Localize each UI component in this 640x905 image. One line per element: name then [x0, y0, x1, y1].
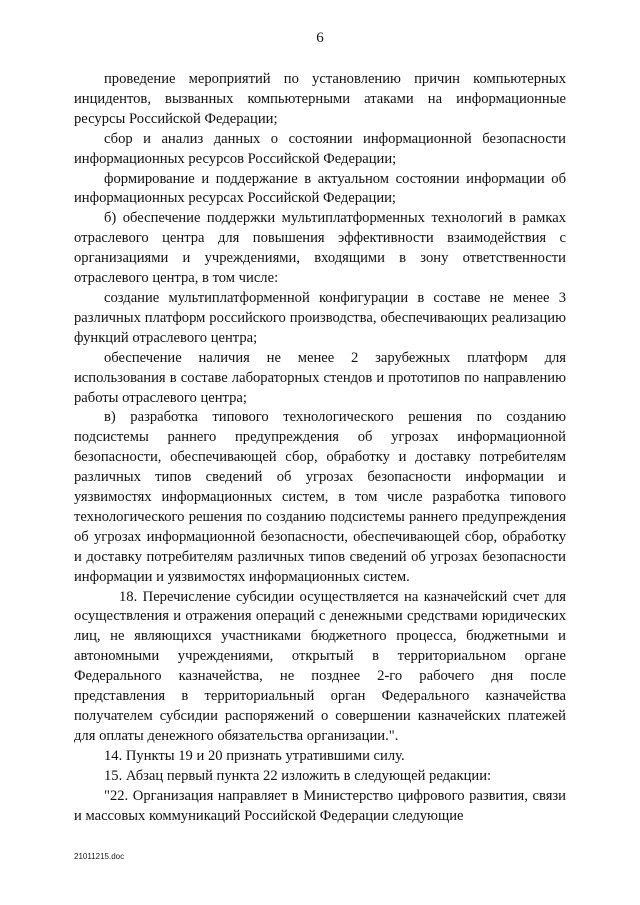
paragraph: 15. Абзац первый пункта 22 изложить в следующей редакции:	[104, 767, 492, 784]
paragraph: "22. Организация направляет в Министерство цифрового развития, связи и массовых коммуникаций Российской Федерации следующие	[74, 787, 566, 824]
document-body	[74, 70, 566, 826]
paragraph: б) обеспечение поддержки мультиплатформенных технологий в рамках отраслевого центра для повышения эффективности взаимодействия с организациями и учреждениями, входящими в зону ответственности отраслевого центра, в том числе:	[74, 210, 566, 287]
file-name-footer: 21011215.doc	[74, 852, 125, 861]
paragraph: в) разработка типового технологического решения по созданию подсистемы раннего предупреждения об угрозах информационной безопасности, обеспечивающей сбор, обработку и доставку потребителям различных типов сведений об угрозах безопасности информации и уязвимостях информационных систем, в том числе разработка типового технологического решения по созданию подсистемы раннего предупреждения об угрозах информационной безопасности, обеспечивающей сбор, обработку и доставку потребителям различных типов сведений об угрозах безопасности информации и уязвимостях информационных систем.	[74, 409, 566, 585]
paragraph: сбор и анализ данных о состоянии информационной безопасности информационных ресурсов Российской Федерации;	[74, 130, 566, 167]
paragraph: проведение мероприятий по установлению причин компьютерных инцидентов, вызванных компьютерными атаками на информационные ресурсы Российской Федерации;	[74, 71, 566, 127]
paragraph: формирование и поддержание в актуальном состоянии информации об информационных ресурсах Российской Федерации;	[74, 170, 566, 207]
paragraph: создание мультиплатформенной конфигурации в составе не менее 3 различных платформ российского производства, обеспечивающих реализацию функций отраслевого центра;	[74, 289, 566, 346]
paragraph: 18. Перечисление субсидии осуществляется на казначейский счет для осуществления и отражения операций с денежными средствами юридических лиц, не являющихся участниками бюджетного процесса, бюджетными и автономными учреждениями, открытый в территориальном органе Федерального казначейства, не позднее 2-го рабочего дня после представления в территориальный орган Федерального казначейства получателем субсидии распоряжений о совершении казначейских платежей для оплаты денежного обязательства организации.".	[74, 588, 566, 744]
paragraph: обеспечение наличия не менее 2 зарубежных платформ для использования в составе лабораторных стендов и прототипов по направлению работы отраслевого центра;	[74, 349, 566, 406]
page-number: 6	[316, 30, 324, 46]
paragraph: 14. Пункты 19 и 20 признать утратившими силу.	[104, 747, 405, 764]
